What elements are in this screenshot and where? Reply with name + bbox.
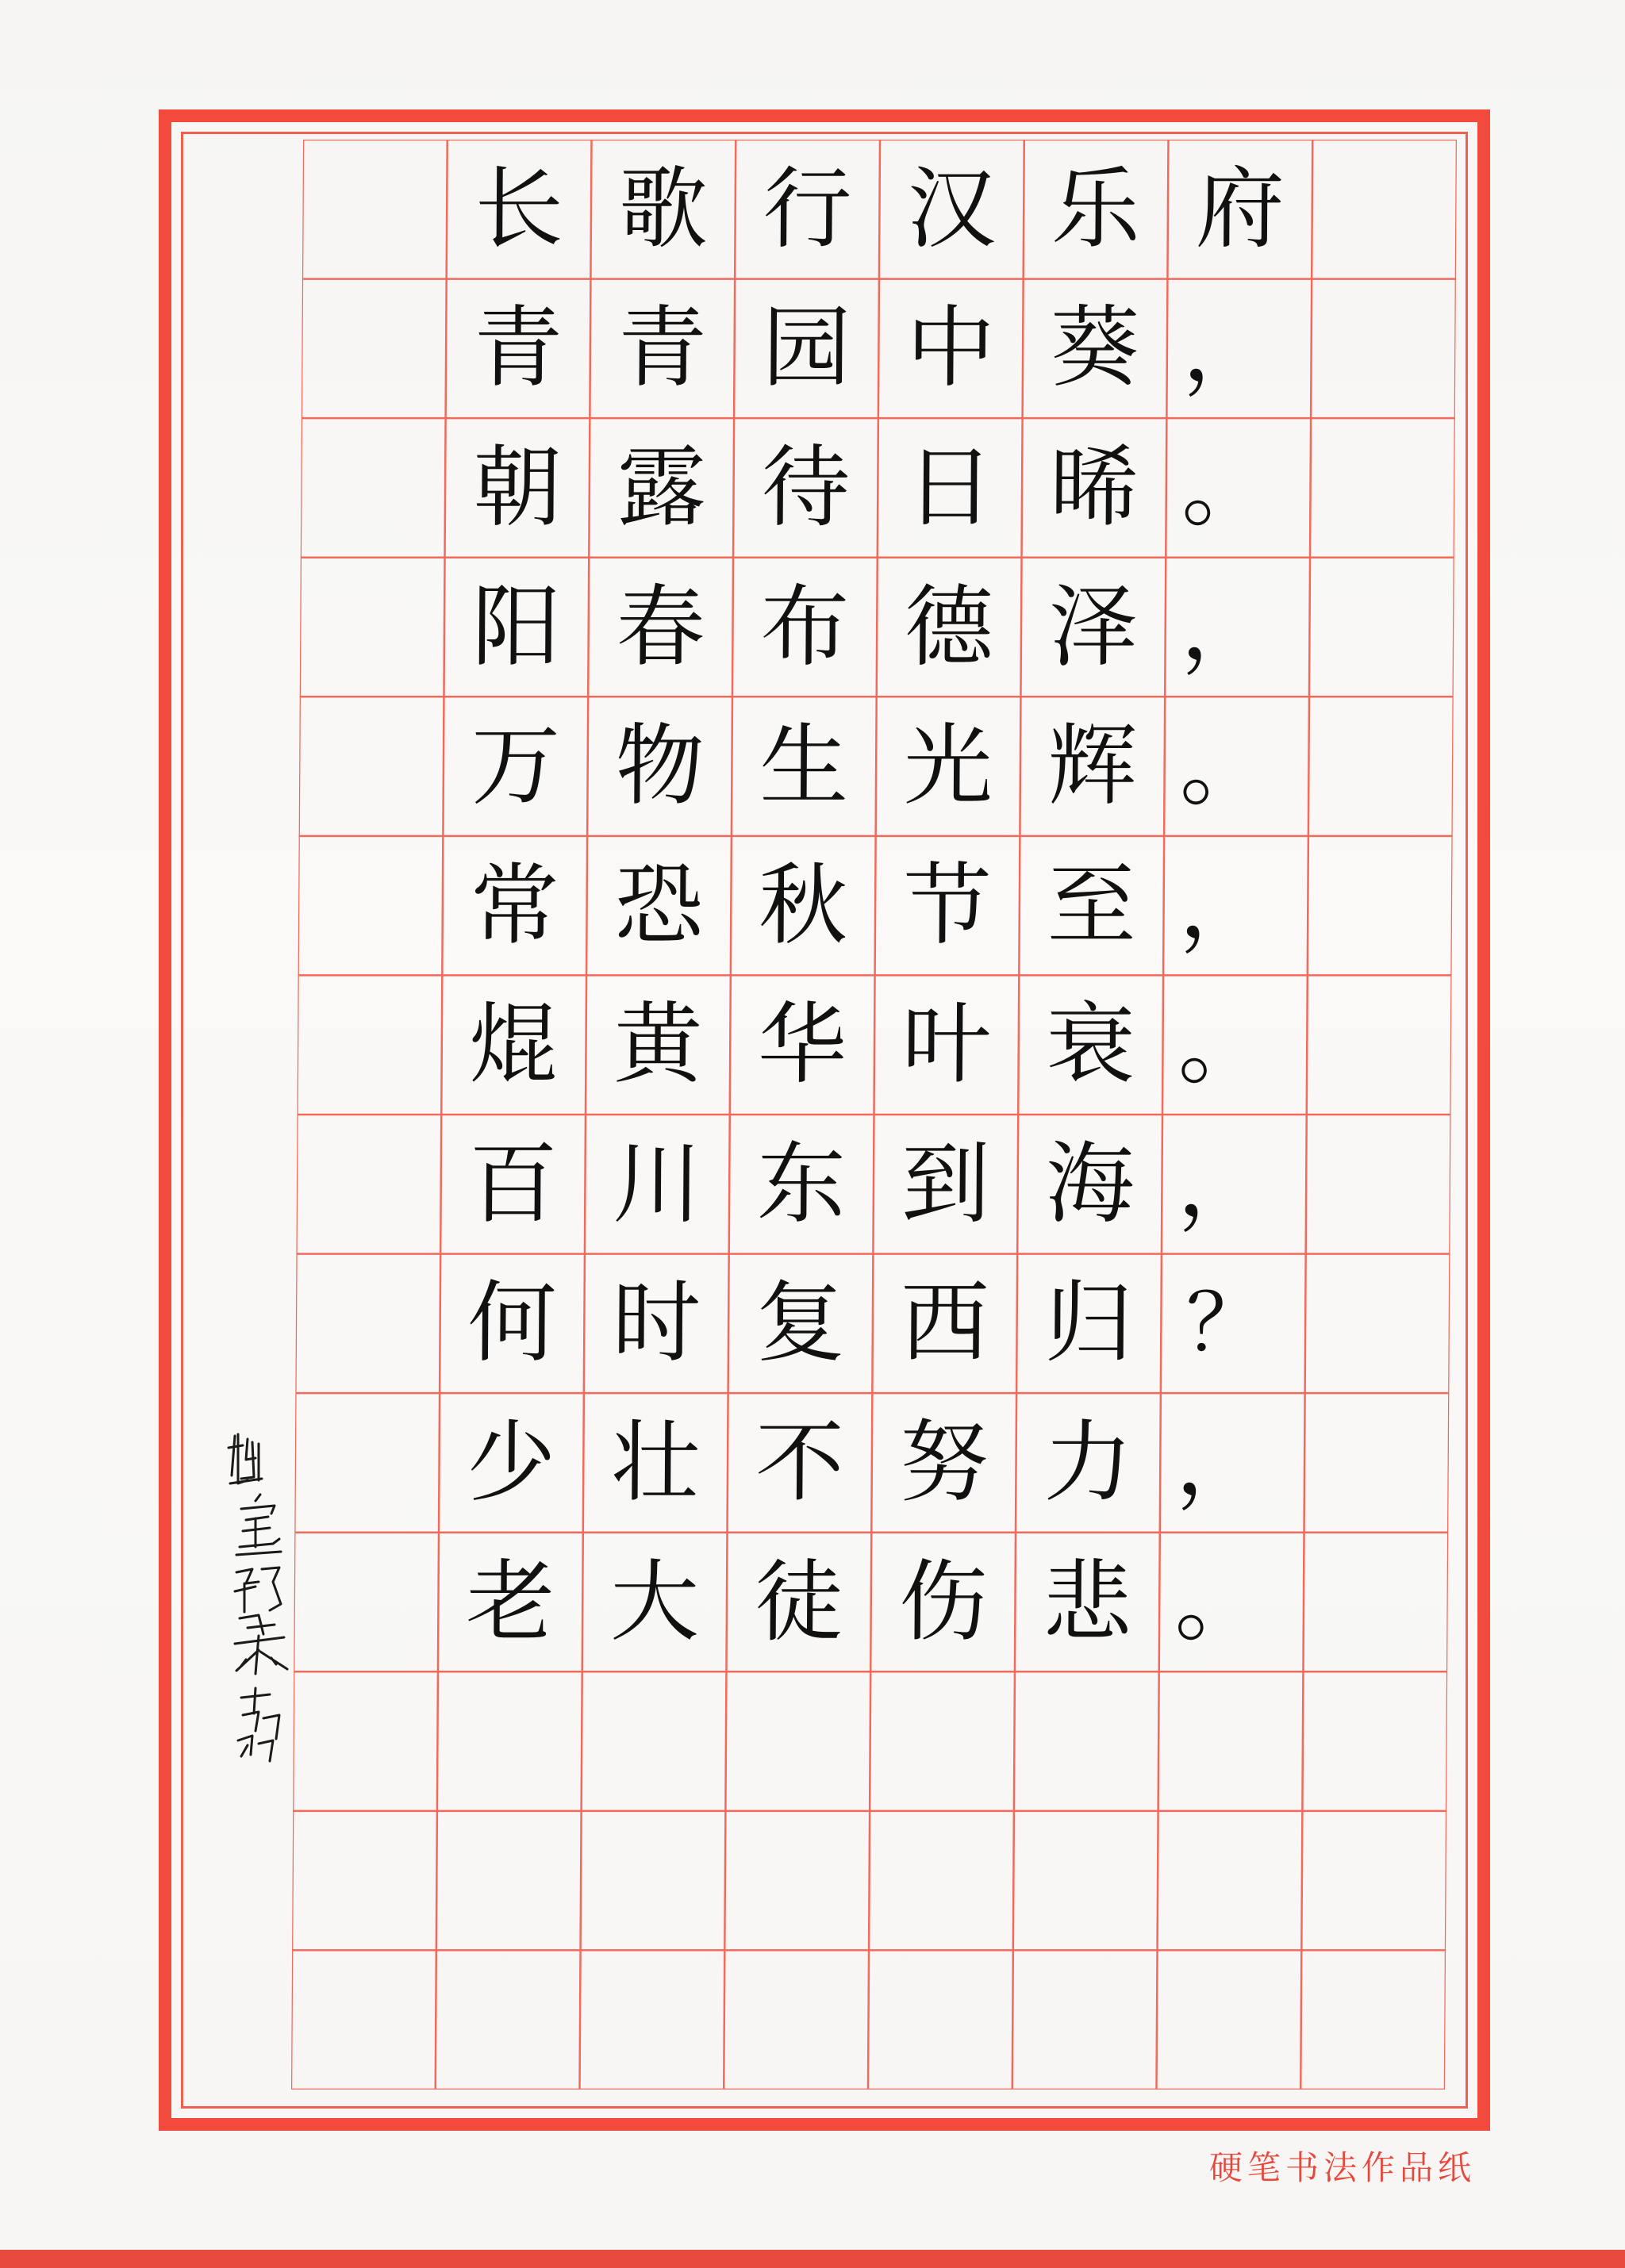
poem-character: 春 <box>616 575 706 679</box>
poem-character: 物 <box>615 715 705 819</box>
poem-character: 老 <box>465 1550 555 1654</box>
punctuation-mark: 。 <box>1177 993 1268 1097</box>
bottom-edge-strip <box>0 2250 1625 2268</box>
poem-character: 节 <box>902 854 993 957</box>
poem-character: 生 <box>759 715 849 819</box>
punctuation-mark: ， <box>1175 1411 1266 1515</box>
poem-character: 长 <box>474 157 564 261</box>
punctuation-mark: ？ <box>1185 1276 1266 1370</box>
punctuation-mark: 。 <box>1179 715 1270 819</box>
poem-character: 晞 <box>1049 436 1139 539</box>
poem-character: 何 <box>467 1272 557 1376</box>
poem-character: 恐 <box>614 854 704 957</box>
poem-character: 府 <box>1195 157 1285 261</box>
poem-character: 歌 <box>618 157 709 261</box>
poem-character: 阳 <box>471 575 562 679</box>
punctuation-mark: ， <box>1178 854 1269 958</box>
poem-character: 葵 <box>1050 297 1140 401</box>
poem-character: 至 <box>1047 854 1137 957</box>
poem-character: 徒 <box>754 1550 844 1654</box>
poem-character: 大 <box>609 1550 700 1654</box>
poem-character: 黄 <box>613 993 703 1097</box>
poem-character: 汉 <box>906 157 997 261</box>
poem-character: 西 <box>900 1272 990 1376</box>
poem-character: 复 <box>755 1272 846 1376</box>
poem-character: 叶 <box>901 993 992 1097</box>
poem-character: 不 <box>755 1410 845 1514</box>
writing-grid <box>291 140 1457 2090</box>
poem-character: 常 <box>470 854 560 957</box>
poem-character: 乐 <box>1051 157 1141 261</box>
poem-character: 力 <box>1043 1410 1133 1514</box>
poem-character: 壮 <box>610 1410 701 1514</box>
poem-character: 待 <box>761 436 851 539</box>
poem-character: 光 <box>903 715 993 819</box>
poem-character: 布 <box>759 575 850 679</box>
poem-character: 百 <box>468 1132 558 1236</box>
poem-character: 少 <box>467 1410 556 1514</box>
poem-character: 归 <box>1044 1272 1134 1376</box>
poem-character: 焜 <box>469 993 559 1097</box>
poem-character: 川 <box>612 1132 702 1236</box>
poem-character: 万 <box>471 715 561 819</box>
poem-character: 衰 <box>1046 993 1136 1097</box>
poem-character: 青 <box>473 297 563 401</box>
poem-character: 华 <box>757 993 847 1097</box>
signature-mark <box>224 1428 295 1769</box>
paper-brand-label: 硬笔书法作品纸 <box>1208 2148 1476 2187</box>
poem-character: 东 <box>756 1132 847 1236</box>
poem-character: 德 <box>904 575 994 679</box>
punctuation-mark: ， <box>1177 1133 1267 1237</box>
poem-character: 到 <box>901 1132 991 1236</box>
poem-character: 日 <box>905 436 995 539</box>
punctuation-mark: ， <box>1181 297 1272 401</box>
poem-character: 中 <box>905 297 996 401</box>
poem-character: 辉 <box>1047 715 1138 819</box>
poem-character: 时 <box>611 1272 701 1376</box>
poem-character: 海 <box>1045 1132 1135 1236</box>
poem-character: 青 <box>617 297 708 401</box>
poem-character: 伤 <box>898 1550 989 1654</box>
poem-character: 园 <box>762 297 851 401</box>
poem-character: 秋 <box>758 854 848 957</box>
poem-character: 泽 <box>1048 575 1139 679</box>
poem-character: 朝 <box>472 436 563 539</box>
poem-character: 努 <box>899 1410 989 1514</box>
poem-character: 悲 <box>1042 1550 1132 1654</box>
poem-character: 行 <box>763 157 852 261</box>
poem-character: 露 <box>617 436 707 539</box>
punctuation-mark: ， <box>1180 576 1270 679</box>
punctuation-mark: 。 <box>1174 1551 1265 1654</box>
punctuation-mark: 。 <box>1181 436 1271 540</box>
